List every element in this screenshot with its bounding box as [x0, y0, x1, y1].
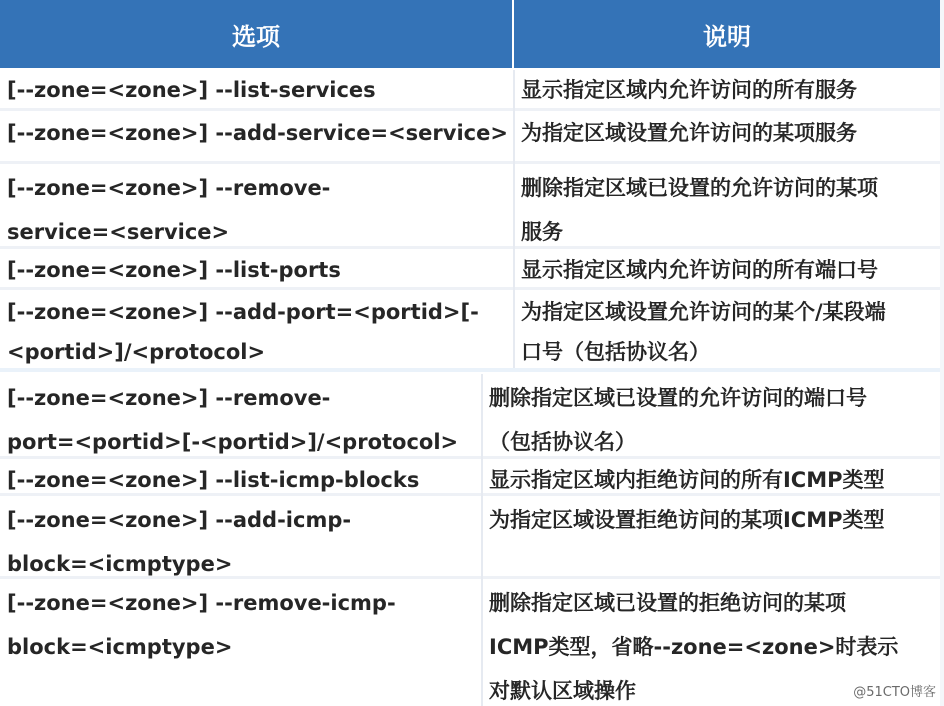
description-text: 口号（包括协议名）	[521, 340, 710, 364]
option-cell	[0, 579, 482, 706]
option-cell	[0, 496, 482, 576]
description-cell	[514, 164, 940, 244]
description-cell	[514, 111, 940, 161]
option-text: [--zone=<zone>] --list-ports	[7, 258, 341, 282]
option-text: [--zone=<zone>] --add-port=<portid>[-	[7, 300, 479, 324]
option-cell	[0, 164, 514, 244]
option-text: [--zone=<zone>] --list-icmp-blocks	[7, 468, 420, 492]
header-description: 说明	[514, 0, 940, 68]
header-option: 选项	[0, 0, 514, 68]
option-text: block=<icmptype>	[7, 635, 233, 659]
column-divider	[513, 70, 515, 368]
section-divider	[0, 368, 940, 372]
description-text: 服务	[521, 220, 563, 244]
table-row	[0, 374, 940, 456]
description-cell	[514, 290, 940, 368]
description-cell	[482, 374, 940, 456]
table-row	[0, 70, 940, 108]
option-cell	[0, 249, 514, 287]
right-edge	[940, 0, 944, 706]
description-text: 显示指定区域内允许访问的所有端口号	[521, 258, 878, 282]
option-text: [--zone=<zone>] --add-icmp-	[7, 508, 352, 532]
option-text: block=<icmptype>	[7, 552, 233, 576]
description-text: 显示指定区域内允许访问的所有服务	[521, 78, 857, 102]
description-text: 为指定区域设置允许访问的某项服务	[521, 121, 857, 145]
table-row	[0, 111, 940, 161]
column-divider	[481, 374, 483, 706]
option-cell	[0, 70, 514, 108]
watermark: @51CTO博客	[853, 685, 936, 700]
description-text: 删除指定区域已设置的拒绝访问的某项	[489, 591, 846, 615]
description-text: 为指定区域设置允许访问的某个/某段端	[521, 300, 886, 324]
description-text: 删除指定区域已设置的允许访问的端口号	[489, 386, 867, 410]
option-text: port=<portid>[-<portid>]/<protocol>	[7, 430, 459, 454]
table-row	[0, 290, 940, 368]
description-text: 删除指定区域已设置的允许访问的某项	[521, 176, 878, 200]
option-text: <portid>]/<protocol>	[7, 340, 266, 364]
description-cell	[482, 496, 940, 576]
option-cell	[0, 459, 482, 493]
option-text: [--zone=<zone>] --add-service=<service>	[7, 121, 508, 145]
option-text: [--zone=<zone>] --remove-icmp-	[7, 591, 396, 615]
table-row	[0, 496, 940, 576]
option-text: [--zone=<zone>] --list-services	[7, 78, 376, 102]
option-cell	[0, 111, 514, 161]
table-row	[0, 249, 940, 287]
option-cell	[0, 290, 514, 368]
option-text: [--zone=<zone>] --remove-	[7, 176, 331, 200]
option-cell	[0, 374, 482, 456]
description-text: （包括协议名）	[489, 430, 636, 454]
description-text: ICMP类型，省略--zone=<zone>时表示	[489, 635, 899, 659]
description-text: 显示指定区域内拒绝访问的所有ICMP类型	[489, 468, 885, 492]
description-text: 为指定区域设置拒绝访问的某项ICMP类型	[489, 508, 885, 532]
option-text: service=<service>	[7, 220, 230, 244]
table-row	[0, 164, 940, 244]
table-row	[0, 459, 940, 493]
option-text: [--zone=<zone>] --remove-	[7, 386, 331, 410]
description-cell	[514, 70, 940, 108]
description-cell	[514, 249, 940, 287]
description-cell	[482, 459, 940, 493]
table-row	[0, 579, 940, 706]
description-text: 对默认区域操作	[489, 679, 636, 703]
